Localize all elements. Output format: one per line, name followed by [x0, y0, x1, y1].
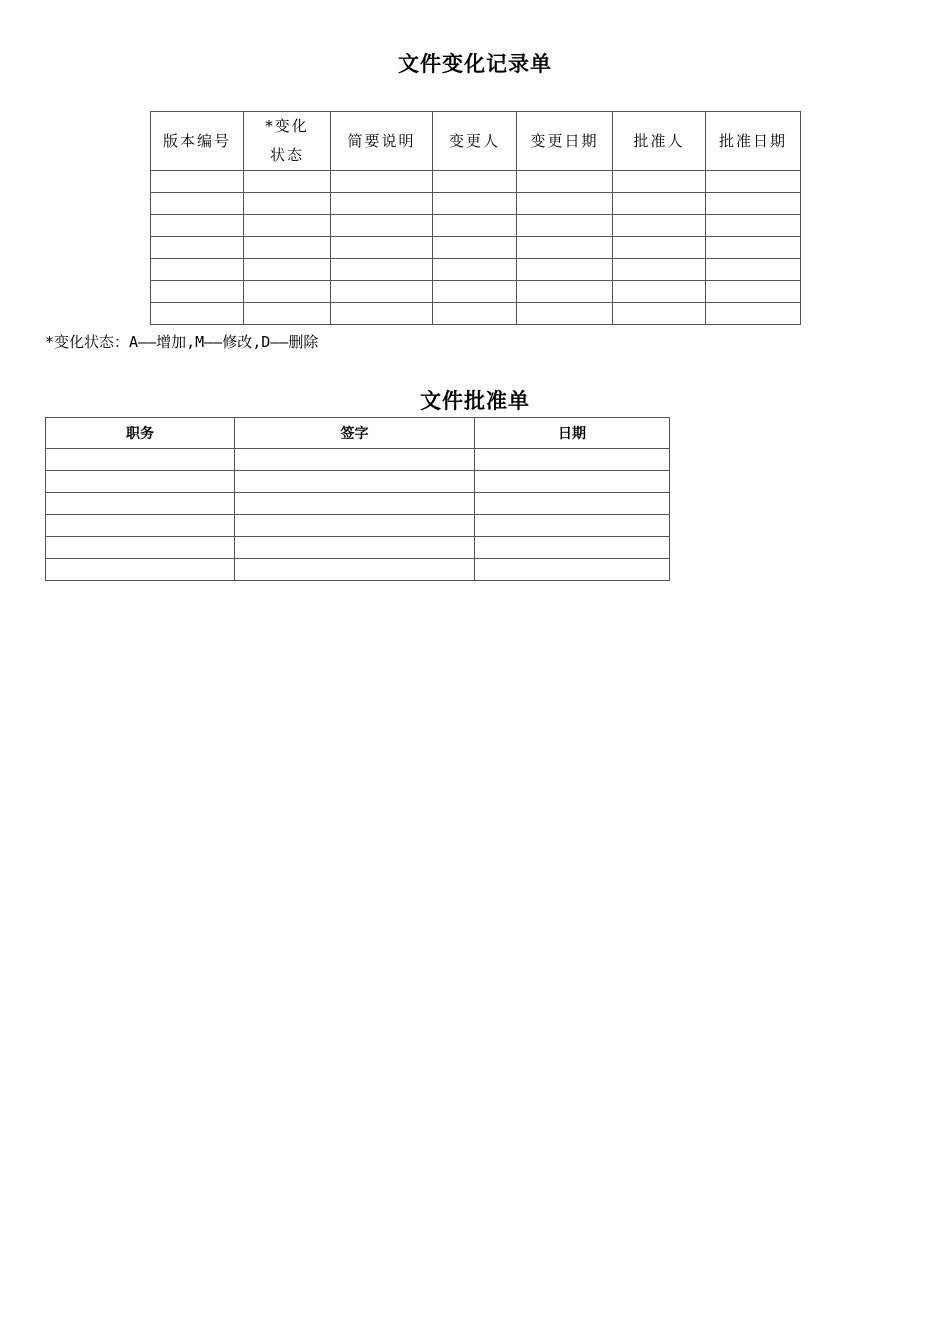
table-cell[interactable] [517, 171, 613, 193]
table-cell[interactable] [517, 281, 613, 303]
change-record-row [151, 193, 801, 215]
table-cell[interactable] [706, 215, 801, 237]
table-cell[interactable] [517, 303, 613, 325]
table-cell[interactable] [517, 215, 613, 237]
table-cell[interactable] [613, 193, 706, 215]
table-cell[interactable] [433, 237, 517, 259]
table-cell[interactable] [613, 215, 706, 237]
header-approver: 批准人 [613, 112, 706, 171]
table-cell[interactable] [151, 259, 244, 281]
table-cell[interactable] [235, 493, 475, 515]
table-cell[interactable] [46, 493, 235, 515]
table-cell[interactable] [46, 515, 235, 537]
change-record-row [151, 303, 801, 325]
approval-row [46, 515, 670, 537]
table-cell[interactable] [244, 281, 331, 303]
table-cell[interactable] [475, 471, 670, 493]
table-cell[interactable] [613, 303, 706, 325]
approval-body [46, 449, 670, 581]
change-status-legend: *变化状态：A——增加,M——修改,D——删除 [45, 333, 319, 351]
table-cell[interactable] [706, 193, 801, 215]
table-cell[interactable] [244, 193, 331, 215]
approval-header-row [46, 418, 670, 449]
header-approval-date: 批准日期 [706, 112, 801, 171]
table-cell[interactable] [244, 215, 331, 237]
table-cell[interactable] [244, 237, 331, 259]
table-cell[interactable] [235, 449, 475, 471]
table-cell[interactable] [613, 237, 706, 259]
table-cell[interactable] [235, 471, 475, 493]
table-cell[interactable] [433, 171, 517, 193]
table-cell[interactable] [475, 559, 670, 581]
table-cell[interactable] [235, 515, 475, 537]
change-record-row [151, 215, 801, 237]
table-cell[interactable] [151, 171, 244, 193]
change-record-body [151, 171, 801, 325]
table-cell[interactable] [235, 537, 475, 559]
table-cell[interactable] [517, 237, 613, 259]
change-record-table [150, 111, 801, 325]
table-cell[interactable] [475, 449, 670, 471]
change-record-row [151, 171, 801, 193]
table-cell[interactable] [331, 215, 433, 237]
table-cell[interactable] [46, 471, 235, 493]
change-record-row [151, 237, 801, 259]
table-cell[interactable] [706, 259, 801, 281]
table-cell[interactable] [613, 171, 706, 193]
approval-table [45, 417, 670, 581]
change-record-title: 文件变化记录单 [398, 52, 552, 76]
table-cell[interactable] [475, 515, 670, 537]
table-cell[interactable] [46, 559, 235, 581]
header-change-status-line2: 状态 [269, 146, 304, 164]
table-cell[interactable] [331, 193, 433, 215]
approval-row [46, 471, 670, 493]
approval-row [46, 559, 670, 581]
table-cell[interactable] [517, 259, 613, 281]
approval-title: 文件批准单 [420, 389, 530, 413]
table-cell[interactable] [244, 303, 331, 325]
table-cell[interactable] [475, 493, 670, 515]
header-change-status-line1: *变化 [265, 117, 309, 135]
table-cell[interactable] [244, 171, 331, 193]
table-cell[interactable] [151, 193, 244, 215]
approval-row [46, 493, 670, 515]
table-cell[interactable] [433, 259, 517, 281]
table-cell[interactable] [331, 171, 433, 193]
table-cell[interactable] [331, 259, 433, 281]
table-cell[interactable] [151, 303, 244, 325]
change-record-header-row [151, 112, 801, 171]
table-cell[interactable] [706, 303, 801, 325]
table-cell[interactable] [46, 449, 235, 471]
header-brief-description: 简要说明 [331, 112, 433, 171]
table-cell[interactable] [331, 303, 433, 325]
table-cell[interactable] [331, 281, 433, 303]
header-date: 日期 [475, 418, 670, 449]
table-cell[interactable] [613, 281, 706, 303]
table-cell[interactable] [151, 215, 244, 237]
header-signature: 签字 [235, 418, 475, 449]
table-cell[interactable] [331, 237, 433, 259]
table-cell[interactable] [613, 259, 706, 281]
table-cell[interactable] [244, 259, 331, 281]
table-cell[interactable] [46, 537, 235, 559]
table-cell[interactable] [706, 237, 801, 259]
change-record-row [151, 281, 801, 303]
approval-row [46, 449, 670, 471]
header-change-date: 变更日期 [517, 112, 613, 171]
table-cell[interactable] [151, 237, 244, 259]
header-position: 职务 [46, 418, 235, 449]
table-cell[interactable] [433, 193, 517, 215]
table-cell[interactable] [433, 303, 517, 325]
change-record-row [151, 259, 801, 281]
table-cell[interactable] [517, 193, 613, 215]
header-changed-by: 变更人 [433, 112, 517, 171]
table-cell[interactable] [433, 281, 517, 303]
header-change-status [244, 112, 331, 171]
table-cell[interactable] [151, 281, 244, 303]
table-cell[interactable] [706, 171, 801, 193]
approval-row [46, 537, 670, 559]
header-version-number: 版本编号 [151, 112, 244, 171]
table-cell[interactable] [475, 537, 670, 559]
table-cell[interactable] [706, 281, 801, 303]
table-cell[interactable] [433, 215, 517, 237]
table-cell[interactable] [235, 559, 475, 581]
